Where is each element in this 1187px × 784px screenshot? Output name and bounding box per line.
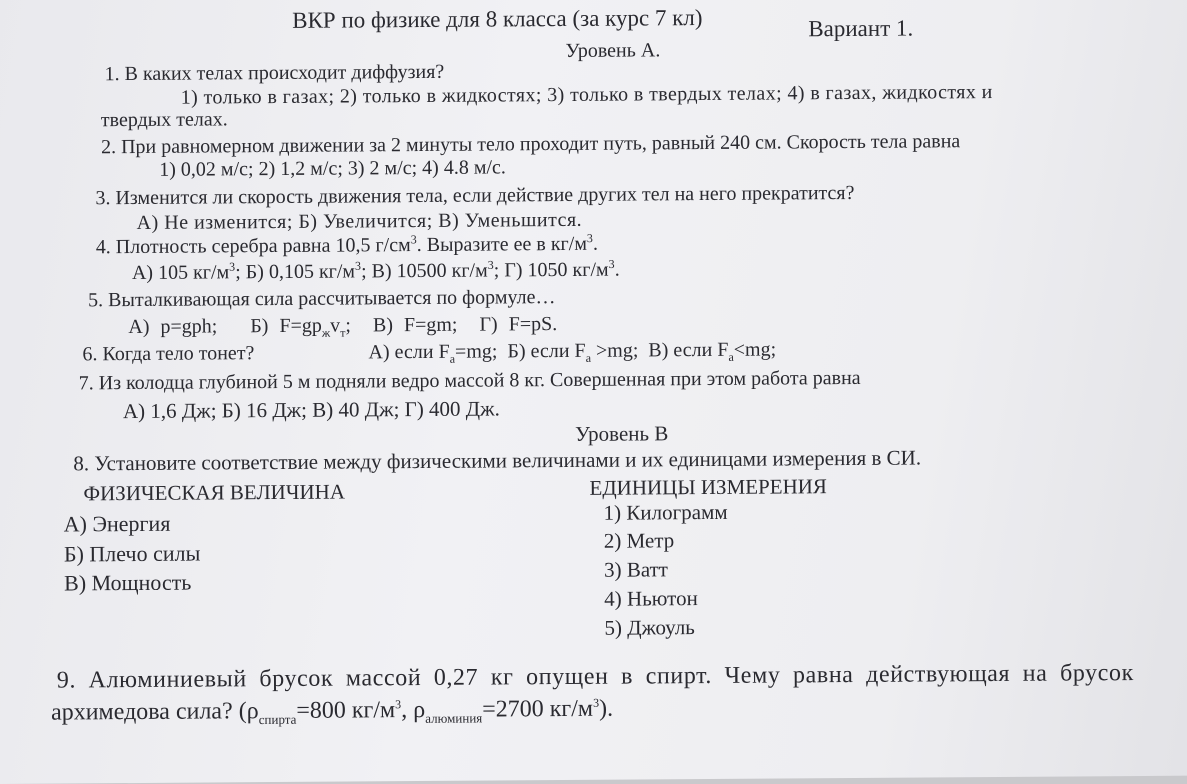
q9-question-cont — [50, 695, 614, 727]
q4-opt-c: ; В) 10500 кг/м — [360, 259, 488, 283]
q4-options — [131, 256, 620, 285]
q6-sub-b: a — [585, 350, 592, 365]
q4-text-a: 4. Плотность серебра равна 10,5 г/см — [95, 234, 411, 259]
q5-sub-1: ж — [321, 325, 331, 340]
list-item: 1) Килограмм — [603, 499, 728, 525]
title-text: ВКР по физике для 8 класса (за курс 7 кл) — [292, 5, 703, 33]
q4-opt-d: ; Г) 1050 кг/м — [493, 258, 609, 282]
q2-question: 2. При равномерном движении за 2 минуты тело проходит путь, равный 240 см. Скорость тела равна — [100, 130, 961, 159]
worksheet-title — [292, 7, 702, 32]
q4-text-b: . Выразите ее в кг/м — [416, 232, 588, 257]
q5-opt-a: А) p=gph; — [128, 315, 218, 339]
q5-opt-b-end: ; — [345, 314, 352, 337]
q6-sub-a: a — [449, 351, 456, 366]
q8-right-header: ЕДИНИЦЫ ИЗМЕРЕНИЯ — [589, 474, 827, 500]
q7-options: А) 1,6 Дж; Б) 16 Дж; В) 40 Дж; Г) 400 Дж. — [122, 396, 500, 424]
q4-exp-1: 3 — [410, 232, 417, 247]
q6-opt-c-end: <mg; — [733, 338, 777, 361]
list-item: 5) Джоуль — [604, 615, 695, 640]
q4-exp-d: 3 — [608, 256, 615, 272]
q9-sub-2: алюминия — [425, 710, 483, 726]
q4-opt-a: А) 105 кг/м — [131, 261, 230, 285]
q5-opt-b-v: v — [330, 314, 341, 337]
q4-opt-end: . — [614, 258, 620, 281]
q5-opt-c: В) F=gm; — [372, 313, 458, 337]
q2-options: 1) 0,02 м/с; 2) 1,2 м/с; 3) 2 м/с; 4) 4.8 м/с. — [159, 156, 506, 181]
q4-question — [96, 233, 598, 259]
q6-question: 6. Когда тело тонет? — [82, 342, 255, 366]
q9-text-e: ). — [598, 695, 614, 722]
q9-text-c: , ρ — [401, 696, 426, 724]
q9-text-d: =2700 кг/м — [482, 695, 594, 723]
q1-question: 1. В каких телах происходит диффузия? — [104, 60, 445, 86]
q4-exp-c: 3 — [487, 257, 494, 272]
q6-opt-c: В) если F — [648, 338, 729, 362]
list-item: 4) Ньютон — [604, 586, 698, 611]
q6-opt-a: А) если F — [368, 340, 450, 364]
q1-options: 1) только в газах; 2) только в жидкостях; 3) только в твердых телах; 4) в газах, жидкостях и — [180, 81, 993, 109]
list-item: В) Мощность — [64, 569, 192, 596]
q6-sub-c: a — [728, 349, 734, 364]
q6-opt-b: Б) если F — [507, 339, 586, 363]
q9-exp-2: 3 — [592, 695, 600, 710]
q9-text-a: архимедова сила? (ρ — [50, 698, 259, 726]
list-item: Б) Плечо силы — [63, 540, 201, 567]
q8-question: 8. Установите соответствие между физическими величинами и их единицами измерения в СИ. — [73, 445, 922, 476]
variant-label: Вариант 1. — [808, 15, 914, 42]
q3-question: 3. Изменится ли скорость движения тела, если действие других тел на него прекратится? — [95, 181, 855, 210]
q6-opt-b-end: >mg; — [590, 339, 639, 362]
q7-question: 7. Из колодца глубиной 5 м подняли ведро массой 8 кг. Совершенная при этом работа равна — [78, 366, 861, 395]
q4-exp-2: 3 — [586, 231, 593, 246]
q4-opt-b: ; Б) 0,105 кг/м — [235, 260, 356, 284]
q5-opt-d: Г) F=pS. — [479, 313, 558, 336]
q6-opt-a-end: =mg; — [454, 340, 498, 363]
list-item: 2) Метр — [603, 528, 675, 553]
q5-opt-b: Б) F=gp — [250, 314, 322, 338]
q1-options-cont: твердых телах. — [100, 108, 228, 132]
q9-exp-1: 3 — [395, 697, 402, 712]
level-a-heading: Уровень А. — [565, 39, 661, 62]
q9-sub-1: спирта — [258, 711, 297, 727]
q9-question: 9. Алюминиевый брусок массой 0,27 кг опущен в спирт. Чему равна действующая на брусок — [56, 660, 1134, 694]
q5-options — [128, 313, 557, 338]
q4-exp-a: 3 — [229, 259, 236, 274]
q5-question: 5. Выталкивающая сила рассчитывается по формуле… — [88, 286, 556, 312]
q8-left-header: ФИЗИЧЕСКАЯ ВЕЛИЧИНА — [83, 479, 346, 506]
list-item: А) Энергия — [63, 510, 171, 537]
q5-sub-2: т — [340, 325, 346, 340]
q9-text-b: =800 кг/м — [296, 697, 396, 724]
q3-options: А) Не изменится; Б) Увеличится; В) Уменьшится. — [136, 208, 583, 234]
q4-exp-b: 3 — [354, 258, 362, 273]
list-item: 3) Ватт — [603, 557, 669, 582]
q6-options — [368, 339, 776, 364]
q4-text-c: . — [592, 232, 599, 255]
level-b-heading: Уровень В — [575, 421, 669, 446]
